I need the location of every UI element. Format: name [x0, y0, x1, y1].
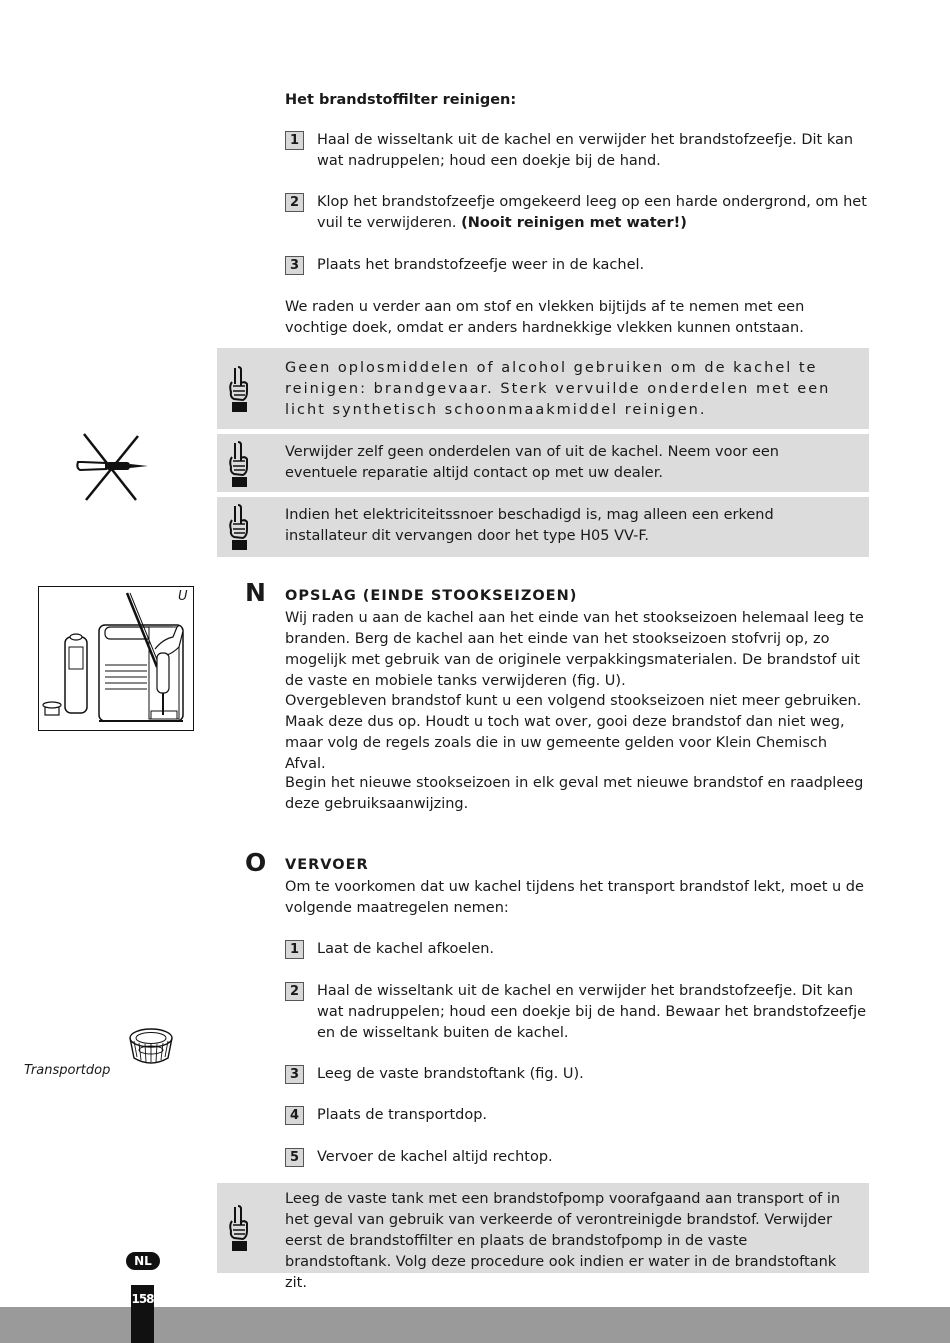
step-text: Haal de wisseltank uit de kachel en verwijder het brandstofzeefje. Dit kan wat nadruppelen; houd een doekje bij de hand.: [317, 132, 854, 169]
step-number: 3: [285, 1065, 304, 1084]
step-number: 5: [285, 1148, 304, 1167]
step-number: 1: [285, 131, 304, 150]
warning-note-2: [217, 434, 869, 492]
note-text: Indien het elektriciteitssnoer beschadigd is, mag alleen een erkend installateur dit vervangen door het type H05 VV-F.: [285, 507, 774, 544]
step-text: Leeg de vaste brandstoftank (fig. U).: [317, 1066, 584, 1082]
note-text: Verwijder zelf geen onderdelen van of uit de kachel. Neem voor een eventuele reparatie altijd contact op met uw dealer.: [285, 444, 779, 481]
warning-note-4: [217, 1183, 869, 1291]
note-text: Geen oplosmiddelen of alcohol gebruiken om de kachel te reinigen: brandgevaar. Sterk vervuilde onderdelen met een licht synthetisch schoonmaakmiddel reinigen.: [285, 360, 831, 418]
warning-note-1: [217, 348, 869, 429]
pointing-hand-icon: [225, 364, 251, 414]
filter-heading: Het brandstoffilter reinigen:: [285, 92, 517, 108]
opslag-paragraph-2: Overgebleven brandstof kunt u een volgend stookseizoen niet meer gebruiken. Maak deze dus op. Houdt u toch wat over, gooi deze brandstof dan niet weg, maar volg de regels zoals die in uw gemeente gelden voor Klein Chemisch Afval.: [285, 693, 862, 772]
figure-label: U: [178, 589, 188, 604]
opslag-paragraph-3: Begin het nieuwe stookseizoen in elk geval met nieuwe brandstof en raadpleeg deze gebruiksaanwijzing.: [285, 775, 864, 812]
pointing-hand-icon: [225, 502, 251, 552]
step-number: 1: [285, 940, 304, 959]
step-number: 3: [285, 256, 304, 275]
step-number: 2: [285, 193, 304, 212]
section-title-vervoer: VERVOER: [285, 857, 369, 873]
section-letter-n: N: [245, 578, 266, 607]
heater-tank-illustration: [39, 587, 193, 730]
no-screwdriver-icon: [72, 432, 152, 504]
step-number: 2: [285, 982, 304, 1001]
step-text: Plaats het brandstofzeefje weer in de kachel.: [317, 257, 645, 273]
transport-cap-caption: Transportdop: [24, 1063, 111, 1078]
opslag-paragraph-1: Wij raden u aan de kachel aan het einde van het stookseizoen helemaal leeg te branden. Berg de kachel aan het einde van het stookseizoen stofvrij op, zo mogelijk met gebruik van de originele verpakkingsmaterialen. De brandstof uit de vaste en mobiele tanks verwijderen (fig. U).: [285, 610, 864, 689]
step-text: Vervoer de kachel altijd rechtop.: [317, 1149, 553, 1165]
step-number: 4: [285, 1106, 304, 1125]
step-text-main: Klop het brandstofzeefje omgekeerd leeg op een harde ondergrond, om het vuil te verwijderen.: [317, 194, 867, 231]
filter-paragraph: We raden u verder aan om stof en vlekken bijtijds af te nemen met een vochtige doek, omdat er anders hardnekkige vlekken kunnen ontstaan.: [285, 299, 805, 336]
pointing-hand-icon: [225, 1203, 251, 1253]
step-text: [317, 192, 869, 234]
pointing-hand-icon: [225, 439, 251, 489]
transport-cap-icon: [126, 1024, 176, 1070]
page-number: 158: [131, 1292, 154, 1306]
section-title-opslag: OPSLAG (EINDE STOOKSEIZOEN): [285, 588, 578, 604]
vervoer-intro: Om te voorkomen dat uw kachel tijdens het transport brandstof lekt, moet u de volgende maatregelen nemen:: [285, 879, 864, 916]
step-text: Haal de wisseltank uit de kachel en verwijder het brandstofzeefje. Dit kan wat nadruppelen; houd een doekje bij de hand. Bewaar het brandstofzeefje en de wisseltank buiten de kachel.: [317, 983, 867, 1041]
note-text: Leeg de vaste tank met een brandstofpomp voorafgaand aan transport of in het geval van gebruik van verkeerde of verontreinigde brandstof. Verwijder eerst de brandstoffilter en plaats de brandstofpomp in de vaste brandstoftank. Volg deze procedure ook indien er water in de brandstoftank zit.: [285, 1191, 841, 1291]
section-letter-o: O: [245, 848, 267, 877]
step-text: Laat de kachel afkoelen.: [317, 941, 495, 957]
warning-note-3: [217, 497, 869, 557]
figure-u: [38, 586, 194, 731]
language-badge: NL: [126, 1252, 160, 1270]
step-text: Plaats de transportdop.: [317, 1107, 488, 1123]
step-text-warning: (Nooit reinigen met water!): [461, 215, 687, 231]
